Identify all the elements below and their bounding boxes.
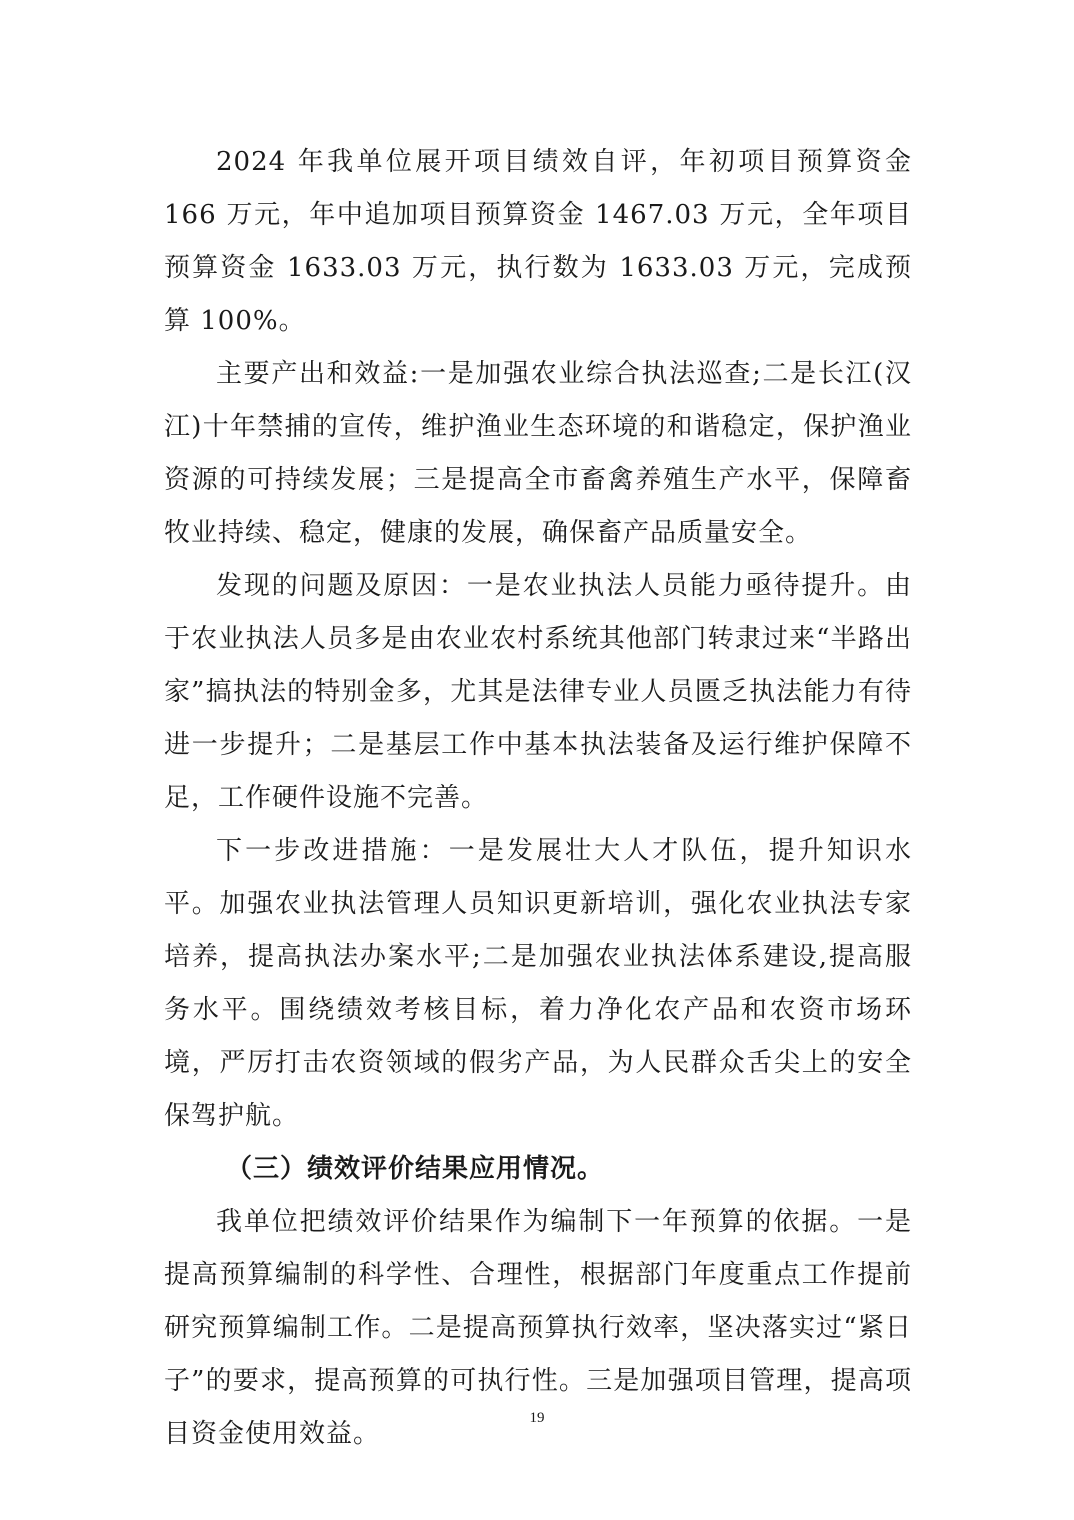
section-heading-result-application: （三）绩效评价结果应用情况。 [226, 1154, 605, 1184]
document-body [164, 136, 912, 1461]
paragraph-result-application: 我单位把绩效评价结果作为编制下一年预算的依据。一是提高预算编制的科学性、合理性，根据部门年度重点工作提前研究预算编制工作。二是提高预算执行效率，坚决落实过“紧日子”的要求，提高预算的可执行性。三是加强项目管理，提高项目资金使用效益。 [164, 1207, 912, 1449]
paragraph-main-outputs-benefits: 主要产出和效益:一是加强农业综合执法巡查;二是长江(汉江)十年禁捕的宣传，维护渔业生态环境的和谐稳定，保护渔业资源的可持续发展；三是提高全市畜禽养殖生产水平，保障畜牧业持续、稳定，健康的发展，确保畜产品质量安全。 [164, 359, 912, 548]
paragraph-problems-causes: 发现的问题及原因：一是农业执法人员能力亟待提升。由于农业执法人员多是由农业农村系统其他部门转隶过来“半路出家”搞执法的特别金多，尤其是法律专业人员匮乏执法能力有待进一步提升；二是基层工作中基本执法装备及运行维护保障不足，工作硬件设施不完善。 [164, 571, 912, 813]
paragraph-improvement-measures: 下一步改进措施：一是发展壮大人才队伍，提升知识水平。加强农业执法管理人员知识更新培训，强化农业执法专家培养，提高执法办案水平;二是加强农业执法体系建设,提高服务水平。围绕绩效考核目标，着力净化农产品和农资市场环境，严厉打击农资领域的假劣产品，为人民群众舌尖上的安全保驾护航。 [164, 836, 912, 1131]
paragraph-budget-self-evaluation: 2024 年我单位展开项目绩效自评，年初项目预算资金 166 万元，年中追加项目预算资金 1467.03 万元，全年项目预算资金 1633.03 万元，执行数为 1633.03 万元，完成预算 100%。 [164, 147, 912, 336]
page-number: 19 [529, 1410, 545, 1426]
